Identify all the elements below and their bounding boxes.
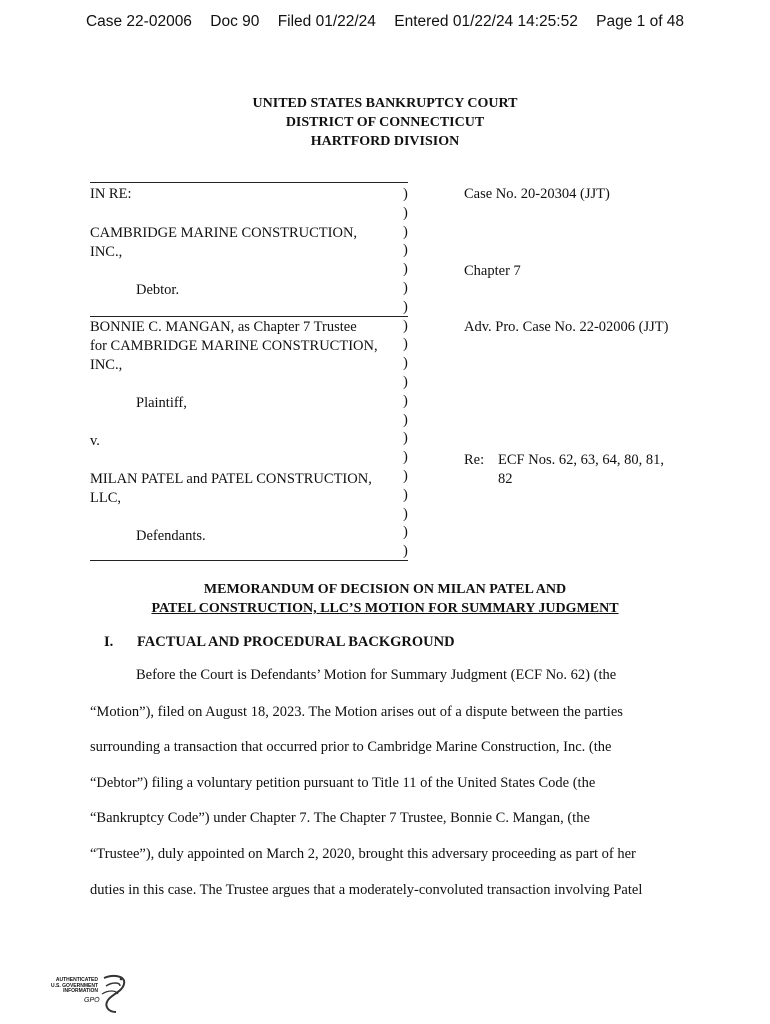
caption-chapter: Chapter 7 xyxy=(464,263,521,279)
court-division: HARTFORD DIVISION xyxy=(310,134,460,149)
caption-plaintiff-3: INC., xyxy=(90,357,123,373)
paren: ) xyxy=(403,392,408,409)
caption-middle-rule xyxy=(90,316,408,317)
caption-debtor-name-1: CAMBRIDGE MARINE CONSTRUCTION, xyxy=(90,225,358,241)
caption-re-label: Re: xyxy=(464,452,485,468)
caption-defendant-role: Defendants. xyxy=(136,528,206,544)
body-line-7: duties in this case. The Trustee argues that a moderately-convoluted transaction involving Patel xyxy=(90,882,643,898)
paren: ) xyxy=(403,430,408,447)
memorandum-title-line-1: MEMORANDUM OF DECISION ON MILAN PATEL AND xyxy=(203,582,567,597)
caption-defendant-1: MILAN PATEL and PATEL CONSTRUCTION, xyxy=(90,471,372,487)
filing-header xyxy=(0,13,770,31)
paren: ) xyxy=(403,543,408,560)
body-line-3: surrounding a transaction that occurred prior to Cambridge Marine Construction, Inc. (the xyxy=(90,739,612,755)
gpo-text-line-1: AUTHENTICATED xyxy=(55,977,98,983)
paren: ) xyxy=(403,486,408,503)
caption-top-rule xyxy=(90,182,408,183)
caption-in-re: IN RE: xyxy=(90,186,132,202)
gpo-text-line-2: U.S. GOVERNMENT xyxy=(51,982,98,989)
section-title: FACTUAL AND PROCEDURAL BACKGROUND xyxy=(137,634,455,650)
header-doc-number: Doc 90 xyxy=(210,13,260,30)
body-line-2: “Motion”), filed on August 18, 2023. The Motion arises out of a dispute between the parties xyxy=(90,704,623,720)
paren: ) xyxy=(403,242,408,259)
paren: ) xyxy=(403,336,408,353)
paren: ) xyxy=(403,467,408,484)
paren: ) xyxy=(403,411,408,428)
caption-adv-pro-number: Adv. Pro. Case No. 22-02006 (JJT) xyxy=(464,319,669,335)
caption-debtor-name-2: INC., xyxy=(90,244,123,260)
court-district: DISTRICT OF CONNECTICUT xyxy=(285,115,485,130)
paren: ) xyxy=(403,373,408,390)
caption-re-ecf-line-1: ECF Nos. 62, 63, 64, 80, 81, xyxy=(498,452,664,468)
gpo-label: GPO xyxy=(84,997,100,1004)
court-heading xyxy=(0,94,770,151)
gpo-eagle-icon xyxy=(42,972,132,1016)
paren: ) xyxy=(403,261,408,278)
header-page-count: Page 1 of 48 xyxy=(596,13,685,30)
paren: ) xyxy=(403,524,408,541)
paren: ) xyxy=(403,186,408,202)
body-line-4: “Debtor”) filing a voluntary petition pursuant to Title 11 of the United States Code (the xyxy=(90,775,596,791)
caption-plaintiff-role: Plaintiff, xyxy=(136,395,187,411)
header-case-number: Case 22-02006 xyxy=(85,13,192,30)
header-filed-date: Filed 01/22/24 xyxy=(277,13,376,30)
paren: ) xyxy=(403,449,408,466)
paren: ) xyxy=(403,298,408,315)
section-heading xyxy=(104,634,455,651)
body-line-6: “Trustee”), duly appointed on March 2, 2020, brought this adversary proceeding as part of her xyxy=(90,846,636,862)
caption-plaintiff-1: BONNIE C. MANGAN, as Chapter 7 Trustee xyxy=(90,319,357,335)
paren: ) xyxy=(403,279,408,296)
caption-parenthesis-column xyxy=(403,185,408,561)
paren: ) xyxy=(403,505,408,522)
paren: ) xyxy=(403,355,408,372)
court-name: UNITED STATES BANKRUPTCY COURT xyxy=(252,96,518,111)
section-number: I. xyxy=(104,634,114,650)
body-line-5: “Bankruptcy Code”) under Chapter 7. The Chapter 7 Trustee, Bonnie C. Mangan, (the xyxy=(90,810,590,826)
caption-versus: v. xyxy=(90,433,100,449)
paren: ) xyxy=(403,204,408,221)
memorandum-title xyxy=(0,580,770,618)
body-line-1: Before the Court is Defendants’ Motion for Summary Judgment (ECF No. 62) (the xyxy=(136,667,617,683)
caption-re-ecf-line-2: 82 xyxy=(498,471,513,487)
memorandum-title-line-2: PATEL CONSTRUCTION, LLC’S MOTION FOR SUMMARY JUDGMENT xyxy=(151,601,619,616)
caption-case-number: Case No. 20-20304 (JJT) xyxy=(464,186,610,202)
gpo-text-line-3: INFORMATION xyxy=(63,988,98,995)
header-entered-date: Entered 01/22/24 14:25:52 xyxy=(394,13,578,30)
paren: ) xyxy=(403,223,408,240)
caption-bottom-rule xyxy=(90,560,408,561)
caption-defendant-2: LLC, xyxy=(90,490,122,506)
paren: ) xyxy=(403,317,408,334)
caption-debtor-role: Debtor. xyxy=(136,282,180,298)
caption-plaintiff-2: for CAMBRIDGE MARINE CONSTRUCTION, xyxy=(90,338,378,354)
